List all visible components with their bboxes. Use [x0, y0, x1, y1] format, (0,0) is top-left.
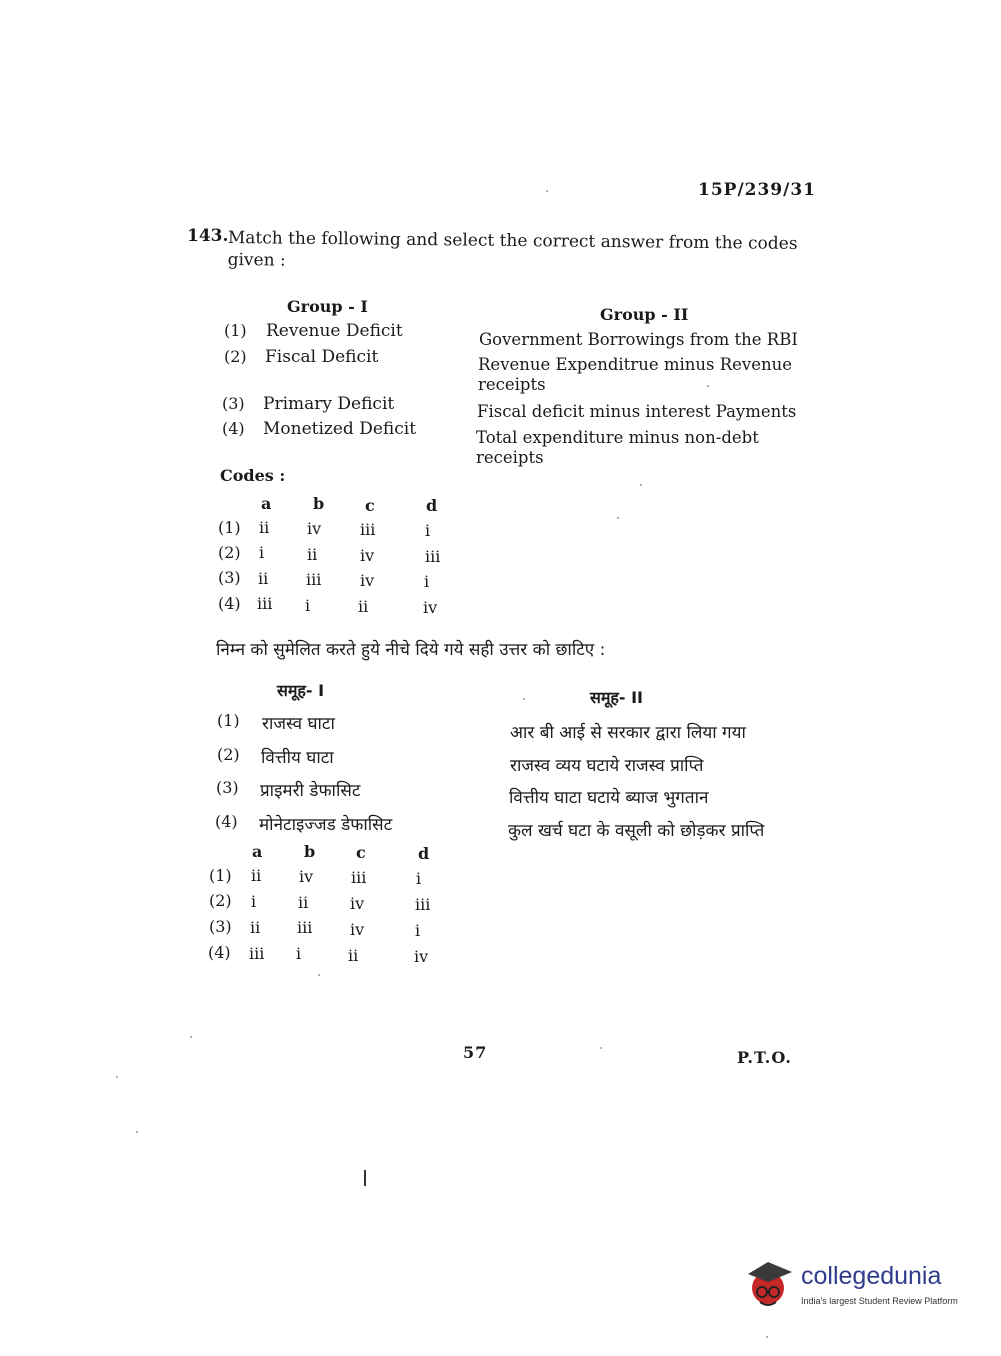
code-cell: ii — [358, 597, 369, 616]
code-cell: iv — [360, 571, 375, 590]
scan-speck — [318, 974, 320, 976]
scan-speck — [707, 385, 709, 387]
code-cell: iv — [423, 598, 438, 617]
hindi-group1-item-num: (4) — [215, 812, 238, 831]
brand-tagline: India's largest Student Review Platform — [801, 1296, 958, 1306]
hindi-code-cell: iv — [299, 867, 314, 886]
group1-item-label: Revenue Deficit — [266, 321, 403, 341]
code-cell: iii — [257, 594, 273, 613]
group1-item-label: Monetized Deficit — [263, 419, 417, 439]
hindi-code-cell: i — [251, 892, 257, 911]
hindi-code-cell: i — [416, 869, 422, 888]
page-number: 57 — [463, 1043, 488, 1062]
hindi-group1-item-label: प्राइमरी डेफासिट — [260, 781, 361, 801]
hindi-code-cell: iv — [414, 947, 429, 966]
paper-code: 15P/239/31 — [698, 180, 817, 200]
hindi-code-cell: ii — [348, 946, 359, 965]
code-cell: ii — [307, 545, 318, 564]
group1-item-num: (3) — [222, 394, 245, 413]
hindi-group2-item: वित्तीय घाटा घटाये ब्याज भुगतान — [509, 788, 709, 808]
hindi-code-header: b — [304, 842, 316, 861]
group1-item-num: (2) — [224, 347, 247, 366]
group1-item-num: (4) — [222, 419, 245, 438]
hindi-code-cell: iv — [350, 920, 365, 939]
scan-speck — [116, 1076, 118, 1078]
hindi-group2-item: राजस्व व्यय घटाये राजस्व प्राप्ति — [510, 756, 704, 776]
group2-item: Fiscal deficit minus interest Payments — [477, 402, 797, 421]
code-cell: i — [305, 596, 311, 615]
scan-speck — [640, 484, 642, 486]
code-cell: iii — [306, 570, 322, 589]
hindi-group1-item-label: मोनेटाइज्जड डेफासिट — [259, 815, 393, 835]
hindi-code-cell: iii — [249, 944, 265, 963]
group1-item-label: Fiscal Deficit — [265, 347, 379, 367]
hindi-code-header: a — [252, 842, 263, 861]
hindi-group2-item: आर बी आई से सरकार द्वारा लिया गया — [510, 723, 746, 743]
question-text: Match the following and select the correct answer from the codes given : — [227, 227, 798, 271]
scan-mark — [364, 1170, 366, 1186]
scan-speck — [600, 1047, 602, 1049]
code-header: d — [426, 496, 438, 515]
brand-name: collegedunia — [801, 1262, 942, 1290]
hindi-group1-item-label: राजस्व घाटा — [262, 714, 335, 734]
scan-speck — [136, 1131, 138, 1133]
code-cell: ii — [259, 518, 270, 537]
hindi-code-cell: i — [415, 921, 421, 940]
question-number: 143. — [187, 226, 229, 246]
hindi-code-row-num: (3) — [209, 917, 232, 936]
pto-label: P.T.O. — [737, 1048, 792, 1067]
hindi-code-cell: iii — [297, 918, 313, 937]
code-cell: iii — [360, 520, 376, 539]
code-cell: iv — [360, 546, 375, 565]
code-cell: i — [424, 572, 430, 591]
hindi-group1-item-num: (2) — [217, 745, 240, 764]
scan-speck — [546, 190, 548, 192]
hindi-code-header: c — [356, 843, 366, 862]
code-cell: i — [425, 521, 431, 540]
scan-speck — [766, 1336, 768, 1338]
code-row-num: (2) — [218, 543, 241, 562]
hindi-group2-title: समूह- II — [590, 688, 643, 707]
group2-item: Government Borrowings from the RBI — [479, 330, 798, 349]
scan-speck — [523, 698, 525, 700]
hindi-code-cell: iii — [351, 868, 367, 887]
code-header: b — [313, 494, 325, 513]
hindi-group1-item-num: (1) — [217, 711, 240, 730]
code-row-num: (4) — [218, 594, 241, 613]
hindi-group1-title: समूह- I — [277, 681, 325, 700]
group2-item: Revenue Expenditrue minus Revenue receipts — [478, 355, 793, 394]
scan-speck — [617, 517, 619, 519]
hindi-code-row-num: (4) — [208, 943, 231, 962]
group1-title: Group - I — [287, 297, 368, 316]
code-cell: i — [259, 543, 265, 562]
hindi-code-cell: i — [296, 944, 302, 963]
group2-title: Group - II — [600, 305, 689, 324]
hindi-code-cell: ii — [250, 918, 261, 937]
hindi-code-cell: iii — [415, 895, 431, 914]
hindi-code-cell: ii — [251, 866, 262, 885]
codes-label: Codes : — [220, 466, 286, 485]
hindi-code-cell: ii — [298, 893, 309, 912]
hindi-group1-item-label: वित्तीय घाटा — [261, 748, 334, 768]
hindi-group2-item: कुल खर्च घटा के वसूली को छोड़कर प्राप्ति — [508, 821, 765, 841]
scan-speck — [190, 1036, 192, 1038]
hindi-code-row-num: (2) — [209, 891, 232, 910]
group1-item-label: Primary Deficit — [263, 394, 395, 414]
code-row-num: (3) — [218, 568, 241, 587]
group2-item: Total expenditure minus non-debt receipts — [476, 428, 759, 467]
hindi-group1-item-num: (3) — [216, 778, 239, 797]
hindi-code-header: d — [418, 844, 430, 863]
group1-item-num: (1) — [224, 321, 247, 340]
hindi-instruction: निम्न को सुमेलित करते हुये नीचे दिये गये सही उत्तर को छाटिए : — [216, 640, 606, 660]
code-cell: iii — [425, 547, 441, 566]
hindi-code-row-num: (1) — [209, 866, 232, 885]
code-cell: ii — [258, 569, 269, 588]
code-cell: iv — [307, 519, 322, 538]
code-row-num: (1) — [218, 518, 241, 537]
code-header: a — [261, 494, 272, 513]
code-header: c — [365, 496, 375, 515]
hindi-code-cell: iv — [350, 894, 365, 913]
